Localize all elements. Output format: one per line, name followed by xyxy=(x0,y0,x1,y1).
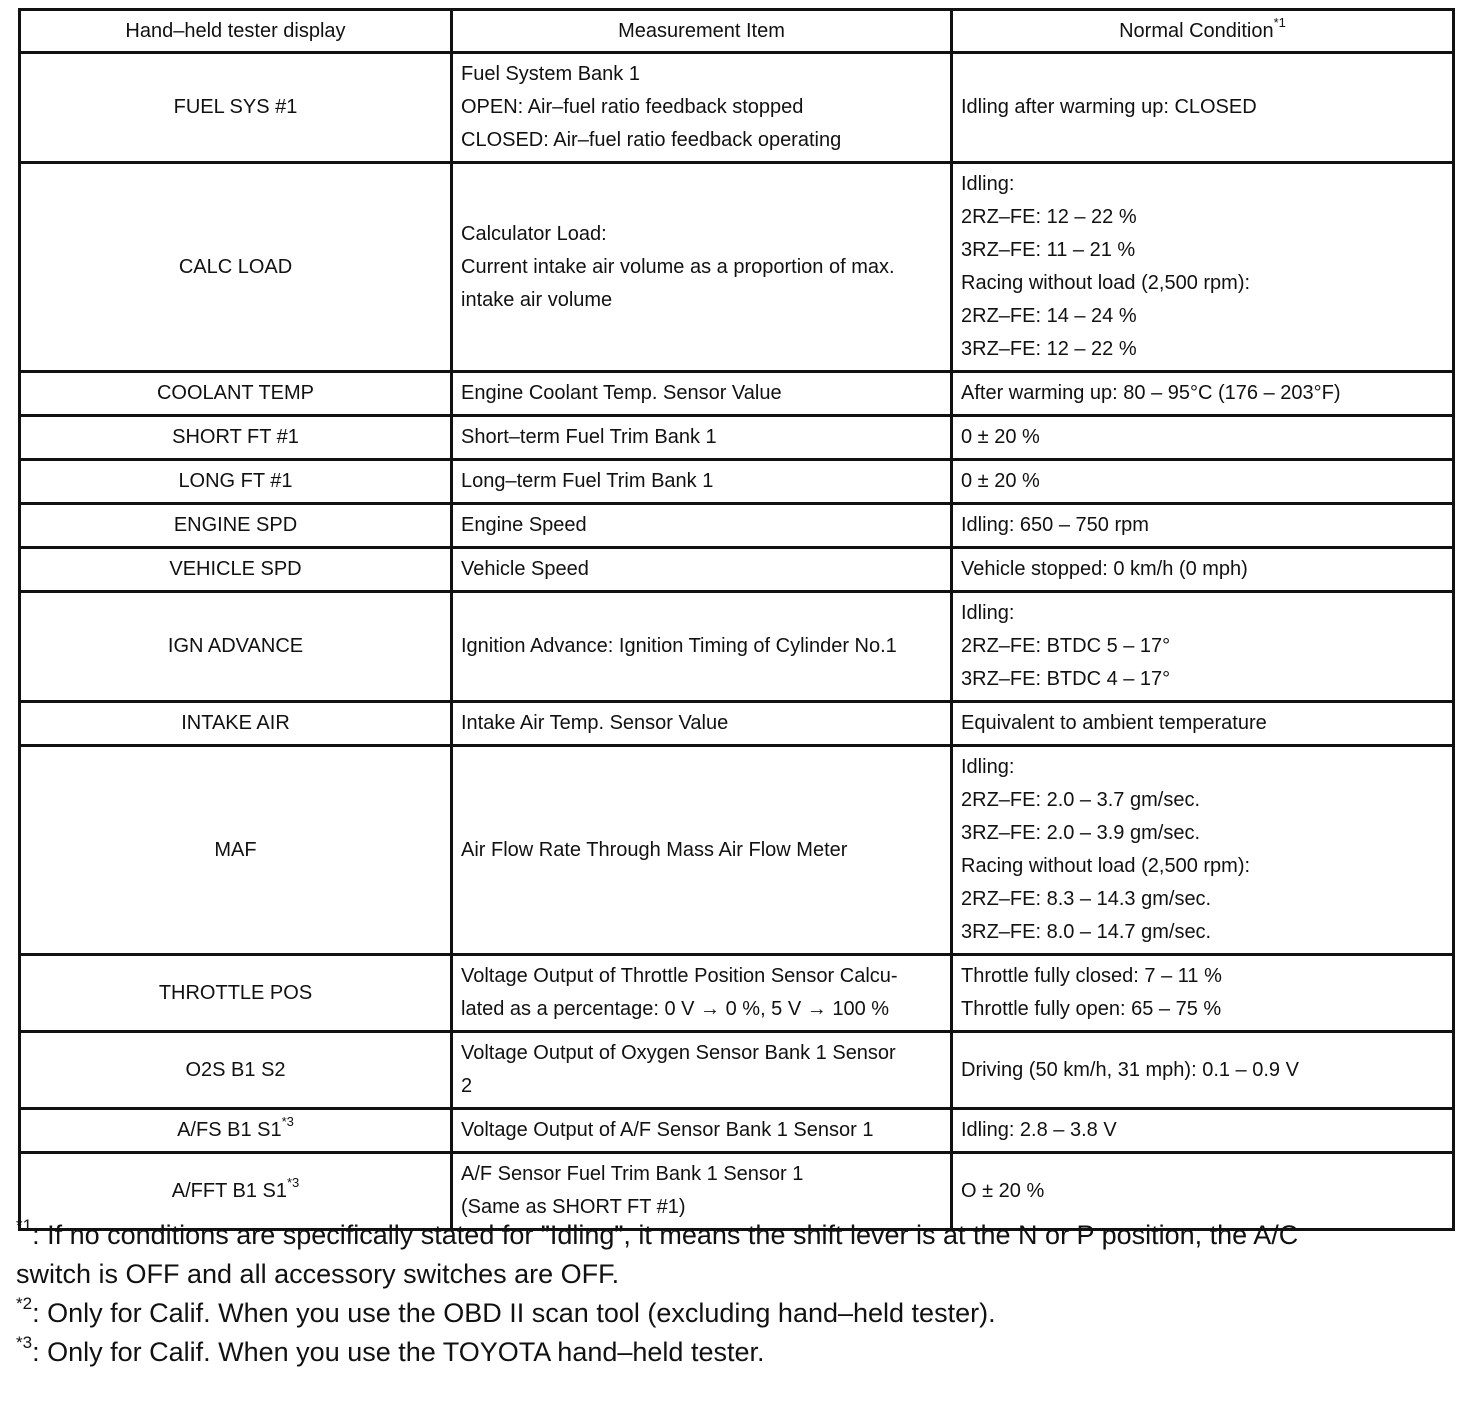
cell-normal-condition: O ± 20 % xyxy=(952,1153,1454,1230)
table-row xyxy=(20,504,1454,548)
table-row xyxy=(20,416,1454,460)
cell-tester-display: ENGINE SPD xyxy=(20,504,452,548)
cell-normal-condition: Idling: 2RZ–FE: 12 – 22 % 3RZ–FE: 11 – 21 % Racing without load (2,500 rpm): 2RZ–FE: 14 – 24 % 3RZ–FE: 12 – 22 % xyxy=(952,163,1454,372)
cell-normal-condition: Idling: 2RZ–FE: 2.0 – 3.7 gm/sec. 3RZ–FE: 2.0 – 3.9 gm/sec. Racing without load (2,500 rpm): 2RZ–FE: 8.3 – 14.3 gm/sec. 3RZ–FE: 8.0 – 14.7 gm/sec. xyxy=(952,746,1454,955)
cell-measurement-item: Intake Air Temp. Sensor Value xyxy=(452,702,952,746)
cell-measurement-item: A/F Sensor Fuel Trim Bank 1 Sensor 1 (Same as SHORT FT #1) xyxy=(452,1153,952,1230)
cell-normal-condition: Idling: 2RZ–FE: BTDC 5 – 17° 3RZ–FE: BTDC 4 – 17° xyxy=(952,592,1454,702)
cell-tester-display: O2S B1 S2 xyxy=(20,1032,452,1109)
cell-tester-display: IGN ADVANCE xyxy=(20,592,452,702)
cell-tester-display: A/FS B1 S1$^{*3}$ xyxy=(20,1109,452,1153)
cell-measurement-item: Engine Coolant Temp. Sensor Value xyxy=(452,372,952,416)
table-header-row xyxy=(20,10,1454,53)
cell-tester-display: FUEL SYS #1 xyxy=(20,53,452,163)
header-hand-held-tester-display: Hand–held tester display xyxy=(20,10,452,53)
cell-normal-condition: Idling after warming up: CLOSED xyxy=(952,53,1454,163)
cell-normal-condition: After warming up: 80 – 95°C (176 – 203°F) xyxy=(952,372,1454,416)
table-row xyxy=(20,702,1454,746)
table-row xyxy=(20,460,1454,504)
cell-measurement-item: Vehicle Speed xyxy=(452,548,952,592)
table-row xyxy=(20,1109,1454,1153)
footnotes xyxy=(16,1216,1456,1372)
cell-measurement-item: Calculator Load: Current intake air volume as a proportion of max. intake air volume xyxy=(452,163,952,372)
cell-normal-condition: Driving (50 km/h, 31 mph): 0.1 – 0.9 V xyxy=(952,1032,1454,1109)
footnote-mark: *3 xyxy=(281,1114,294,1130)
footnote-mark: *1 xyxy=(16,1216,33,1235)
cell-measurement-item: Air Flow Rate Through Mass Air Flow Meter xyxy=(452,746,952,955)
table-row xyxy=(20,53,1454,163)
cell-tester-display: INTAKE AIR xyxy=(20,702,452,746)
cell-tester-display: CALC LOAD xyxy=(20,163,452,372)
table-row xyxy=(20,592,1454,702)
table-row xyxy=(20,163,1454,372)
cell-measurement-item: Engine Speed xyxy=(452,504,952,548)
cell-measurement-item: Ignition Advance: Ignition Timing of Cylinder No.1 xyxy=(452,592,952,702)
footnote-mark: *2 xyxy=(16,1294,33,1313)
table-row xyxy=(20,955,1454,1032)
cell-normal-condition: Throttle fully closed: 7 – 11 % Throttle fully open: 65 – 75 % xyxy=(952,955,1454,1032)
cell-tester-display: MAF xyxy=(20,746,452,955)
footnote: $^{*3}$: Only for Calif. When you use the TOYOTA hand–held tester. xyxy=(16,1333,765,1367)
footnote-mark: *3 xyxy=(16,1333,33,1352)
table-body xyxy=(20,53,1454,1230)
cell-normal-condition: Idling: 2.8 – 3.8 V xyxy=(952,1109,1454,1153)
table-row xyxy=(20,746,1454,955)
cell-tester-display: A/FFT B1 S1$^{*3}$ xyxy=(20,1153,452,1230)
table-row xyxy=(20,372,1454,416)
footnote: $^{*2}$: Only for Calif. When you use the OBD II scan tool (excluding hand–held tester). xyxy=(16,1294,996,1328)
header-normal-condition: Normal Condition$^{*1}$ xyxy=(952,10,1454,53)
cell-measurement-item: Voltage Output of A/F Sensor Bank 1 Sensor 1 xyxy=(452,1109,952,1153)
footnote-mark: *3 xyxy=(286,1174,300,1190)
cell-measurement-item: Long–term Fuel Trim Bank 1 xyxy=(452,460,952,504)
cell-normal-condition: Equivalent to ambient temperature xyxy=(952,702,1454,746)
cell-tester-display: VEHICLE SPD xyxy=(20,548,452,592)
cell-tester-display: THROTTLE POS xyxy=(20,955,452,1032)
cell-normal-condition: 0 ± 20 % xyxy=(952,460,1454,504)
cell-normal-condition: 0 ± 20 % xyxy=(952,416,1454,460)
cell-tester-display: SHORT FT #1 xyxy=(20,416,452,460)
footnote: $^{*1}$: If no conditions are specifically stated for ”Idling”, it means the shift lever is at the N or P position, the A/C switch is OFF and all accessory switches are OFF. xyxy=(16,1216,1299,1289)
cell-tester-display: COOLANT TEMP xyxy=(20,372,452,416)
cell-tester-display: LONG FT #1 xyxy=(20,460,452,504)
cell-measurement-item: Voltage Output of Throttle Position Sensor Calcu- lated as a percentage: 0 V → 0 %, 5 V → 100 % xyxy=(452,955,952,1032)
data-list-table xyxy=(18,8,1455,1231)
header-measurement-item: Measurement Item xyxy=(452,10,952,53)
table-row xyxy=(20,1032,1454,1109)
cell-normal-condition: Idling: 650 – 750 rpm xyxy=(952,504,1454,548)
cell-measurement-item: Short–term Fuel Trim Bank 1 xyxy=(452,416,952,460)
cell-measurement-item: Voltage Output of Oxygen Sensor Bank 1 Sensor 2 xyxy=(452,1032,952,1109)
table-row xyxy=(20,548,1454,592)
cell-normal-condition: Vehicle stopped: 0 km/h (0 mph) xyxy=(952,548,1454,592)
cell-measurement-item: Fuel System Bank 1 OPEN: Air–fuel ratio feedback stopped CLOSED: Air–fuel ratio feedback operating xyxy=(452,53,952,163)
footnote-mark: *1 xyxy=(1273,14,1286,30)
